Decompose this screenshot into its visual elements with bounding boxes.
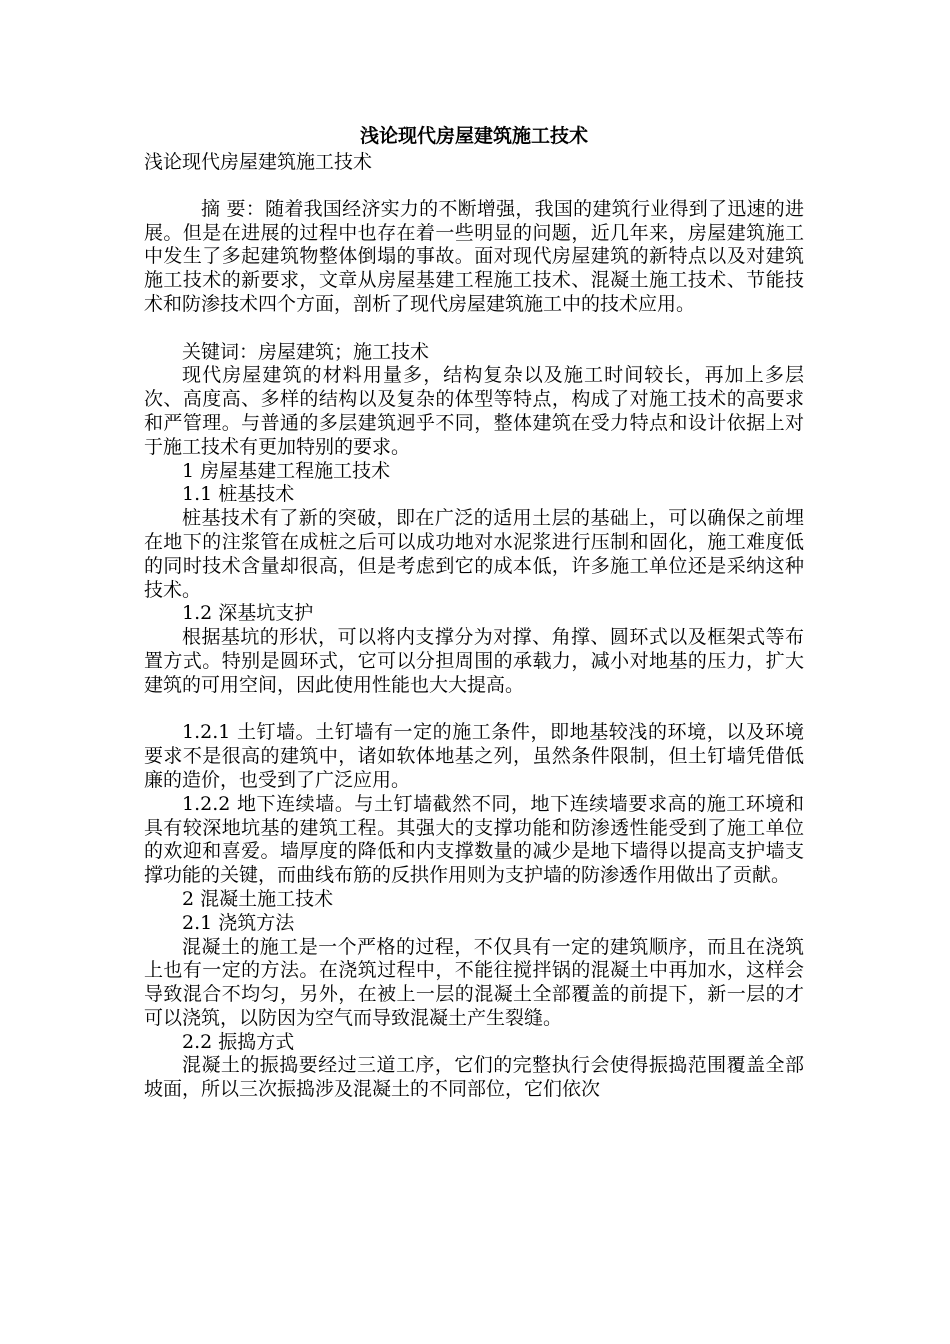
document-subtitle: 浅论现代房屋建筑施工技术 bbox=[144, 151, 373, 173]
keywords-line: 关键词：房屋建筑；施工技术 bbox=[182, 340, 430, 363]
section-2-2-heading: 2.2 振捣方式 bbox=[182, 1030, 295, 1053]
section-1-2-heading: 1.2 深基坑支护 bbox=[182, 602, 314, 625]
section-1-2-2-paragraph: 1.2.2 地下连续墙。与土钉墙截然不同，地下连续墙要求高的施工环境和具有较深地坑基的建筑工程。其强大的支撑功能和防渗透性能受到了施工单位的欢迎和喜爱。墙厚度的降低和内支撑数量的减少是地下墙得以提高支护墙支撑功能的关键，而曲线布筋的反拱作用则为支护墙的防渗透作用做出了贡献。 bbox=[144, 792, 804, 887]
section-2-1-heading: 2.1 浇筑方法 bbox=[182, 911, 295, 934]
section-2-2-paragraph: 混凝土的振捣要经过三道工序，它们的完整执行会使得振捣范围覆盖全部坡面，所以三次振捣涉及混凝土的不同部位，它们依次 bbox=[144, 1054, 804, 1101]
abstract-paragraph: 摘 要：随着我国经济实力的不断增强，我国的建筑行业得到了迅速的进展。但是在进展的过程中也存在着一些明显的问题，近几年来，房屋建筑施工中发生了多起建筑物整体倒塌的事故。面对现代房屋建筑的新特点以及对建筑施工技术的新要求，文章从房屋基建工程施工技术、混凝土施工技术、节能技术和防渗技术四个方面，剖析了现代房屋建筑施工中的技术应用。 bbox=[144, 197, 804, 315]
section-1-2-1-paragraph: 1.2.1 土钉墙。土钉墙有一定的施工条件，即地基较浅的环境，以及环境要求不是很高的建筑中，诸如软体地基之列，虽然条件限制，但土钉墙凭借低廉的造价，也受到了广泛应用。 bbox=[144, 721, 804, 791]
blank-line bbox=[144, 174, 804, 198]
blank-line bbox=[144, 698, 804, 722]
section-1-2-paragraph: 根据基坑的形状，可以将内支撑分为对撑、角撑、圆环式以及框架式等布置方式。特别是圆环式，它可以分担周围的承载力，减小对地基的压力，扩大建筑的可用空间，因此使用性能也大大提高。 bbox=[144, 626, 804, 696]
section-1-heading: 1 房屋基建工程施工技术 bbox=[182, 459, 391, 482]
document-body bbox=[144, 122, 804, 1102]
document-title: 浅论现代房屋建筑施工技术 bbox=[359, 125, 588, 147]
section-2-1-paragraph: 混凝土的施工是一个严格的过程，不仅具有一定的建筑顺序，而且在浇筑上也有一定的方法。在浇筑过程中，不能往搅拌锅的混凝土中再加水，这样会导致混合不均匀，另外，在被上一层的混凝土全部覆盖的前提下，新一层的才可以浇筑，以防因为空气而导致混凝土产生裂缝。 bbox=[144, 935, 804, 1029]
section-1-1-paragraph: 桩基技术有了新的突破，即在广泛的适用土层的基础上，可以确保之前埋在地下的注浆管在成桩之后可以成功地对水泥浆进行压制和固化，施工难度低的同时技术含量却很高，但是考虑到它的成本低，许多施工单位还是采纳这种技术。 bbox=[144, 507, 804, 601]
section-1-1-heading: 1.1 桩基技术 bbox=[182, 483, 295, 506]
intro-paragraph: 现代房屋建筑的材料用量多，结构复杂以及施工时间较长，再加上多层次、高度高、多样的结构以及复杂的体型等特点，构成了对施工技术的高要求和严管理。与普通的多层建筑迥乎不同，整体建筑在受力特点和设计依据上对于施工技术有更加特别的要求。 bbox=[144, 364, 804, 458]
blank-line bbox=[144, 317, 804, 341]
section-2-heading: 2 混凝土施工技术 bbox=[182, 887, 334, 910]
